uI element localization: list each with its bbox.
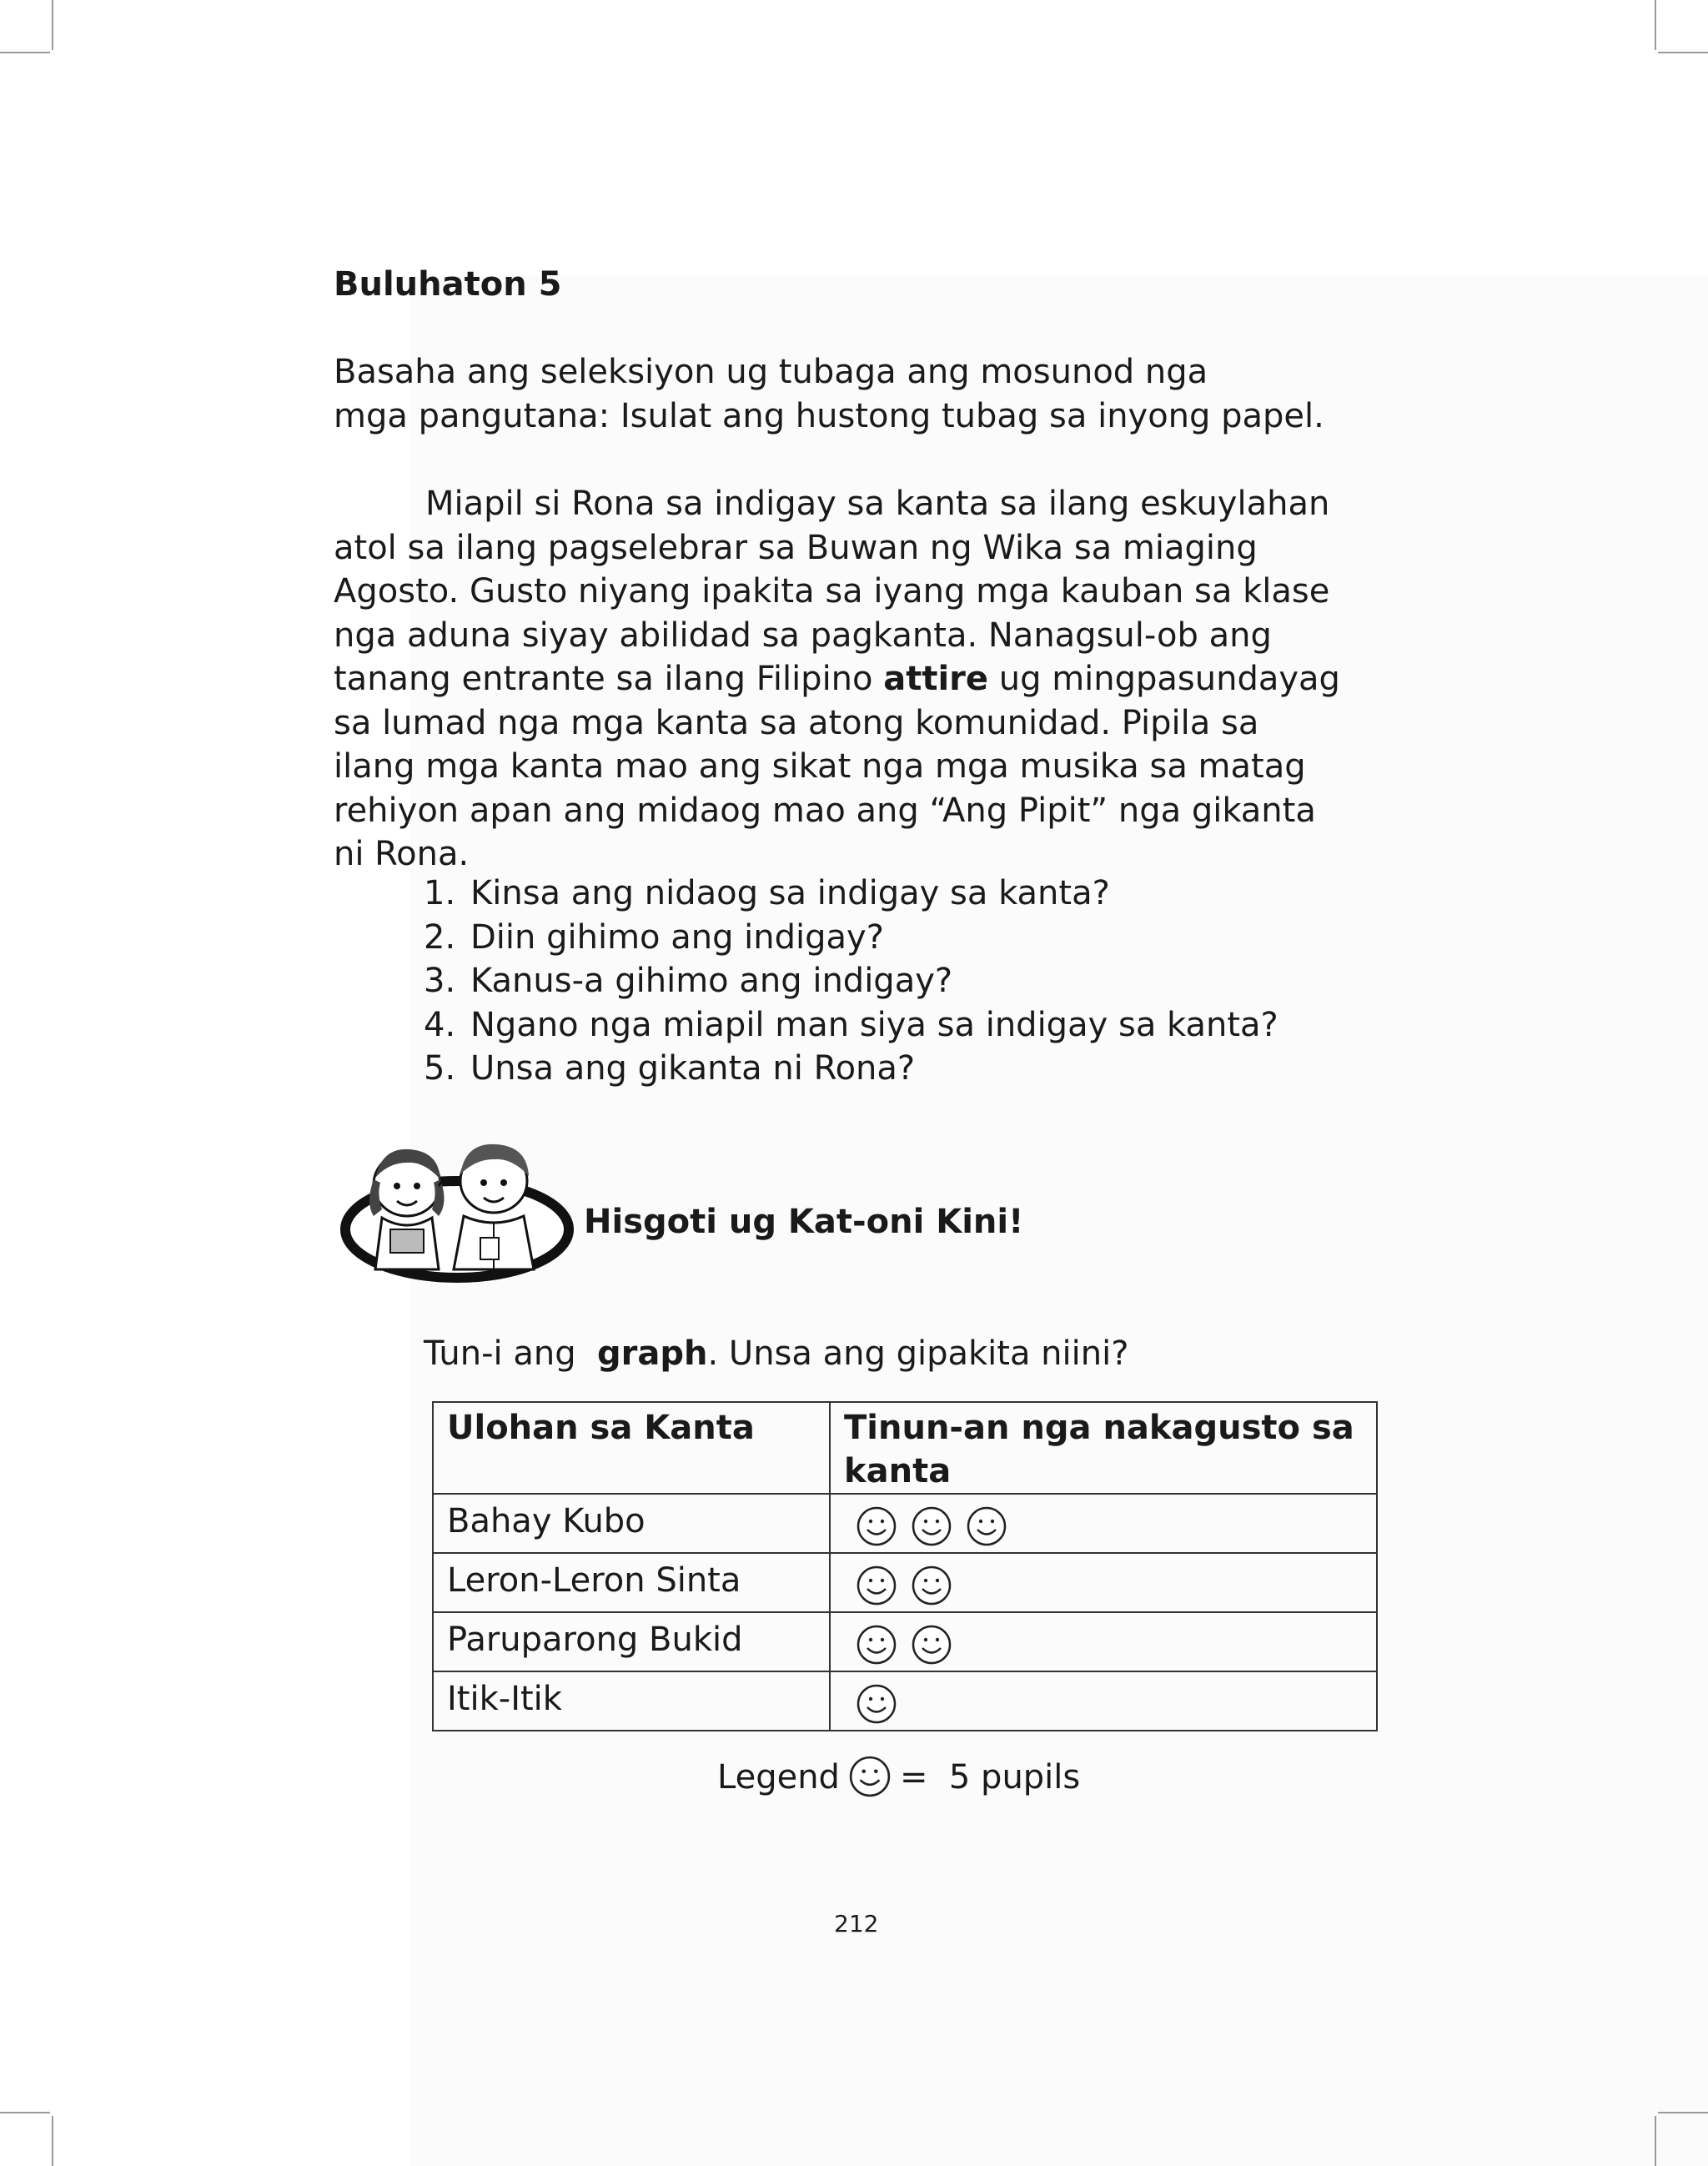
crop-mark: [52, 2116, 53, 2166]
list-item: [424, 1003, 1278, 1048]
list-item: [424, 1047, 1278, 1091]
passage-line: atol sa ilang pagselebrar sa Buwan ng Wika sa miaging: [334, 528, 1258, 567]
instruction-text: . Unsa ang gipakita niini?: [707, 1334, 1129, 1373]
table-row: [433, 1553, 1377, 1612]
crop-mark: [0, 52, 50, 53]
list-item: [424, 872, 1278, 916]
crop-mark: [1655, 0, 1656, 50]
song-title: Leron-Leron Sinta: [433, 1553, 830, 1612]
question-number: 2.: [424, 917, 456, 957]
table-row: [433, 1494, 1377, 1553]
graph-instruction: [424, 1334, 1128, 1373]
question-number: 1.: [424, 874, 456, 912]
passage-line: [334, 657, 1340, 701]
smiley-face-icon: [848, 1755, 892, 1798]
passage-line: sa lumad nga mga kanta sa atong komunidad. Pipila sa: [334, 703, 1259, 742]
instruction-line: mga pangutana: Isulat ang hustong tubag sa inyong papel.: [334, 396, 1324, 435]
smiley-face-icon: [911, 1624, 952, 1666]
smiley-face-icon: [856, 1565, 897, 1606]
song-title: Bahay Kubo: [433, 1494, 830, 1553]
song-title: Paruparong Bukid: [433, 1612, 830, 1671]
crop-mark: [1658, 52, 1708, 53]
column-header-song: Ulohan sa Kanta: [433, 1402, 830, 1494]
question-number: 4.: [424, 1005, 456, 1044]
list-item: [424, 959, 1278, 1003]
activity-title: Buluhaton 5: [334, 265, 562, 304]
passage-line: Agosto. Gusto niyang ipakita sa iyang mga kauban sa klase: [334, 572, 1330, 611]
question-text: Kanus-a gihimo ang indigay?: [470, 962, 953, 1000]
smiley-face-icon: [856, 1624, 897, 1666]
song-title: Itik-Itik: [433, 1671, 830, 1731]
smiley-face-icon: [911, 1565, 952, 1606]
smiley-face-icon: [966, 1505, 1007, 1547]
question-number: 3.: [424, 962, 456, 1000]
question-text: Ngano nga miapil man siya sa indigay sa kanta?: [470, 1005, 1278, 1044]
vote-cell: [830, 1612, 1377, 1671]
list-item: [424, 916, 1278, 960]
instructions: [334, 350, 1324, 438]
question-list: [424, 872, 1278, 1091]
song-preference-table: [432, 1401, 1378, 1731]
question-number: 5.: [424, 1049, 456, 1088]
table-header-row: [433, 1402, 1377, 1494]
question-text: Kinsa ang nidaog sa indigay sa kanta?: [470, 874, 1110, 912]
crop-mark: [52, 0, 53, 50]
vote-cell: [830, 1671, 1377, 1731]
question-text: Unsa ang gikanta ni Rona?: [470, 1049, 916, 1088]
passage-text: ug mingpasundayag: [988, 660, 1340, 698]
passage-line: ilang mga kanta mao ang sikat nga mga musika sa matag: [334, 747, 1306, 786]
table-row: [433, 1612, 1377, 1671]
section-title: Hisgoti ug Kat-oni Kini!: [584, 1203, 1024, 1241]
passage-text: tanang entrante sa ilang Filipino: [334, 660, 884, 698]
legend-label: Legend: [717, 1758, 840, 1797]
crop-mark: [1655, 2116, 1656, 2166]
passage-line: Miapil si Rona sa indigay sa kanta sa ilang eskuylahan: [425, 485, 1330, 523]
vote-cell: [830, 1553, 1377, 1612]
two-children-illustration-icon: [340, 1136, 574, 1289]
table-row: [433, 1671, 1377, 1731]
crop-mark: [0, 2112, 50, 2113]
legend-value: = 5 pupils: [899, 1758, 1081, 1797]
bold-word: attire: [883, 660, 989, 698]
question-text: Diin gihimo ang indigay?: [470, 917, 884, 957]
legend: [717, 1758, 1080, 1798]
passage: [334, 482, 1340, 877]
instruction-text: Tun-i ang: [424, 1334, 598, 1373]
smiley-face-icon: [856, 1683, 897, 1725]
passage-line: nga aduna siyay abilidad sa pagkanta. Nanagsul-ob ang: [334, 616, 1272, 655]
passage-line: ni Rona.: [334, 835, 470, 873]
smiley-face-icon: [911, 1505, 952, 1547]
crop-mark: [1658, 2112, 1708, 2113]
vote-cell: [830, 1494, 1377, 1553]
passage-line: rehiyon apan ang midaog mao ang “Ang Pipit” nga gikanta: [334, 791, 1316, 830]
instruction-line: Basaha ang seleksiyon ug tubaga ang mosunod nga: [334, 353, 1208, 391]
smiley-face-icon: [856, 1505, 897, 1547]
page-number: 212: [834, 1910, 879, 1937]
column-header-votes: Tinun-an nga nakagusto sa kanta: [830, 1402, 1377, 1494]
bold-word: graph: [597, 1334, 708, 1373]
